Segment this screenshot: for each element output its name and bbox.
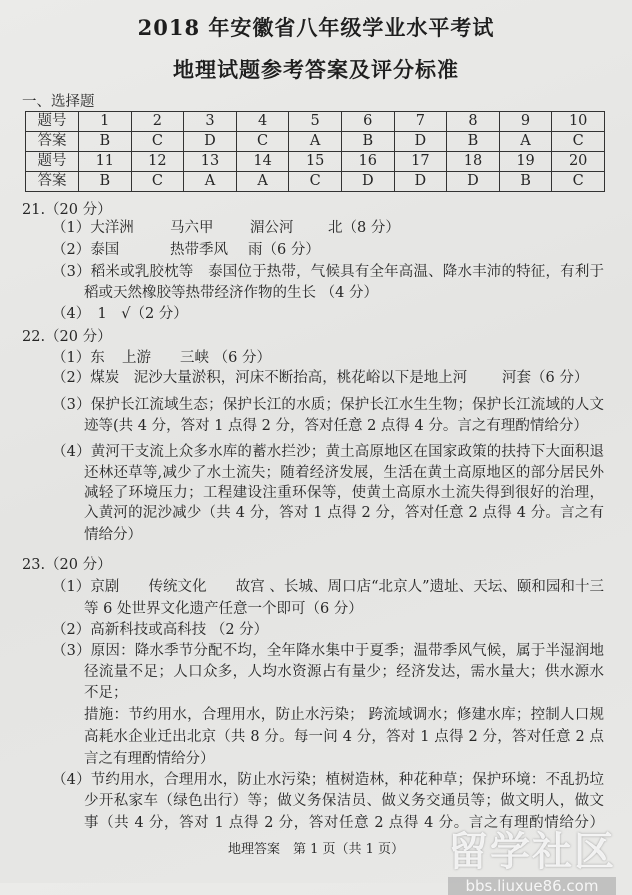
- answer-cell: B: [499, 172, 552, 192]
- table-row-answers-1: [26, 132, 605, 152]
- row-header: 答案: [26, 132, 79, 152]
- question-number-cell: 11: [79, 152, 132, 172]
- q22-part3-cont: 迹等(共 4 分，答对 1 点得 2 分，答对任意 2 点得 4 分。言之有理酌情给分）: [84, 418, 588, 434]
- page-footer: 地理答案 第 1 页（共 1 页）: [227, 842, 405, 857]
- q23-part4: （4）节约用水，合理用水，防止水污染；植树造林，种花种草；保护环境：不乱扔垃: [52, 772, 604, 788]
- question-number-cell: 8: [447, 112, 500, 132]
- q23-heading: 23.（20 分）: [22, 557, 112, 573]
- answer-cell: B: [79, 132, 132, 152]
- q23-part3-cont: 不足；: [84, 685, 128, 701]
- q22-heading: 22.（20 分）: [22, 329, 112, 345]
- question-number-cell: 13: [184, 152, 237, 172]
- row-header: 答案: [26, 172, 79, 192]
- q23-part3-cont: 高耗水企业迁出北京（共 8 分。每一问 4 分，答对 1 点得 2 分，答对任意 2 点: [84, 729, 604, 745]
- answer-cell: C: [289, 172, 342, 192]
- watermark-logo: 留学社区: [448, 829, 616, 875]
- q21-part1: [52, 218, 400, 238]
- q21-part4: （4） 1 √（2 分）: [52, 306, 188, 322]
- q21-part3: （3）稻米或乳胶枕等 泰国位于热带，气候具有全年高温、降水丰沛的特征，有利于: [52, 264, 604, 280]
- answer-text: （1）大洋洲: [52, 220, 134, 236]
- question-number-cell: 17: [394, 152, 447, 172]
- question-number-cell: 18: [447, 152, 500, 172]
- q23-part4-cont: 事（共 4 分，答对 1 点得 2 分，答对任意 2 点得 4 分。言之有理酌情给分）: [84, 815, 604, 831]
- answer-cell: D: [184, 132, 237, 152]
- q22-part4-cont: 情给分）: [84, 527, 142, 543]
- answer-cell: D: [394, 172, 447, 192]
- answer-text: 三峡 （6 分）: [180, 350, 271, 366]
- q23-part2: （2）高新科技或高科技 （2 分）: [52, 622, 269, 638]
- document-title: 2018 年安徽省八年级学业水平考试: [137, 15, 495, 40]
- answer-text: （2）泰国: [52, 242, 120, 258]
- question-number-cell: 3: [184, 112, 237, 132]
- question-number-cell: 20: [552, 152, 605, 172]
- question-number-cell: 15: [289, 152, 342, 172]
- answer-cell: B: [79, 172, 132, 192]
- answer-text: 雨（6 分）: [248, 242, 320, 258]
- answer-cell: A: [236, 172, 289, 192]
- answer-text: 北（8 分）: [328, 220, 400, 236]
- question-number-cell: 5: [289, 112, 342, 132]
- question-number-cell: 10: [552, 112, 605, 132]
- answer-text: 河套（6 分）: [502, 370, 589, 386]
- answer-text: 湄公河: [250, 220, 294, 236]
- q23-part3: （3）原因：降水季节分配不均，全年降水集中于夏季；温带季风气候，属于半湿润地: [52, 643, 604, 659]
- q22-part4-cont: 还林还草等,减少了水土流失；随着经济发展，生活在黄土高原地区的部分居民外: [84, 465, 604, 481]
- answer-cell: B: [447, 132, 500, 152]
- question-number-cell: 9: [499, 112, 552, 132]
- q21-heading: 21.（20 分）: [22, 202, 112, 218]
- answer-cell: A: [289, 132, 342, 152]
- question-number-cell: 4: [236, 112, 289, 132]
- answer-table: [25, 111, 605, 192]
- q23-part3-cont: 言之有理酌情给分）: [84, 751, 215, 767]
- watermark: [448, 820, 616, 895]
- answer-cell: C: [552, 132, 605, 152]
- table-row-questions-2: [26, 152, 605, 172]
- q22-part1: [52, 348, 271, 368]
- answer-cell: D: [341, 172, 394, 192]
- answer-cell: C: [552, 172, 605, 192]
- row-header: 题号: [26, 152, 79, 172]
- answer-cell: A: [499, 132, 552, 152]
- table-row-questions-1: [26, 112, 605, 132]
- q23-part3-cont: 径流量不足；人口众多，人均水资源占有量少；经济发达，需水量大；供水源水: [84, 664, 604, 680]
- watermark-url: bbs.liuxue86.com: [448, 877, 616, 895]
- section-heading-choice: 一、选择题: [22, 94, 95, 110]
- answer-cell: B: [341, 132, 394, 152]
- question-number-cell: 7: [394, 112, 447, 132]
- q22-part3: （3）保护长江流域生态；保护长江的水质；保护长江水生生物；保护长江流域的人文: [52, 397, 604, 413]
- question-number-cell: 6: [341, 112, 394, 132]
- answer-cell: D: [394, 132, 447, 152]
- q22-part2: [52, 368, 588, 388]
- answer-text: 上游: [122, 350, 151, 366]
- q21-part2: [52, 240, 320, 260]
- q23-part3-measures: 措施：节约用水，合理用水，防止水污染； 跨流域调水；修建水库；控制人口规: [84, 707, 604, 723]
- q22-part4-cont: 减轻了环境压力；工程建设注重环保等，使黄土高原水土流失得到很好的治理，: [84, 485, 604, 501]
- q22-part4-cont: 入黄河的泥沙减少（共 4 分，答对 1 点得 2 分，答对任意 2 点得 4 分。言之有: [84, 505, 604, 521]
- answer-text: 马六甲: [170, 220, 214, 236]
- q21-part3-cont: 稻或天然橡胶等热带经济作物的生长 （4 分）: [84, 285, 378, 301]
- q23-part1-cont: 等 6 处世界文化遗产任意一个即可（6 分）: [84, 601, 363, 617]
- document-subtitle: 地理试题参考答案及评分标准: [173, 57, 459, 82]
- answer-cell: C: [131, 132, 184, 152]
- answer-text: 热带季风: [170, 242, 228, 258]
- q23-part1: （1）京剧 传统文化 故宫 、长城、周口店“北京人”遗址、天坛、颐和园和十三: [52, 579, 604, 595]
- question-number-cell: 1: [79, 112, 132, 132]
- answer-cell: A: [184, 172, 237, 192]
- q23-part4-cont: 少开私家车（绿色出行）等；做义务保洁员、做义务交通员等；做文明人，做文: [84, 793, 604, 809]
- question-number-cell: 19: [499, 152, 552, 172]
- question-number-cell: 12: [131, 152, 184, 172]
- question-number-cell: 14: [236, 152, 289, 172]
- question-number-cell: 16: [341, 152, 394, 172]
- answer-text: （2）煤炭 泥沙大量淤积，河床不断抬高，桃花峪以下是地上河: [52, 370, 468, 386]
- answer-text: （1）东: [52, 350, 105, 366]
- q22-part4: （4）黄河干支流上众多水库的蓄水拦沙；黄土高原地区在国家政策的扶持下大面积退: [52, 444, 604, 460]
- table-row-answers-2: [26, 172, 605, 192]
- answer-cell: C: [131, 172, 184, 192]
- answer-cell: C: [236, 132, 289, 152]
- question-number-cell: 2: [131, 112, 184, 132]
- answer-cell: D: [447, 172, 500, 192]
- row-header: 题号: [26, 112, 79, 132]
